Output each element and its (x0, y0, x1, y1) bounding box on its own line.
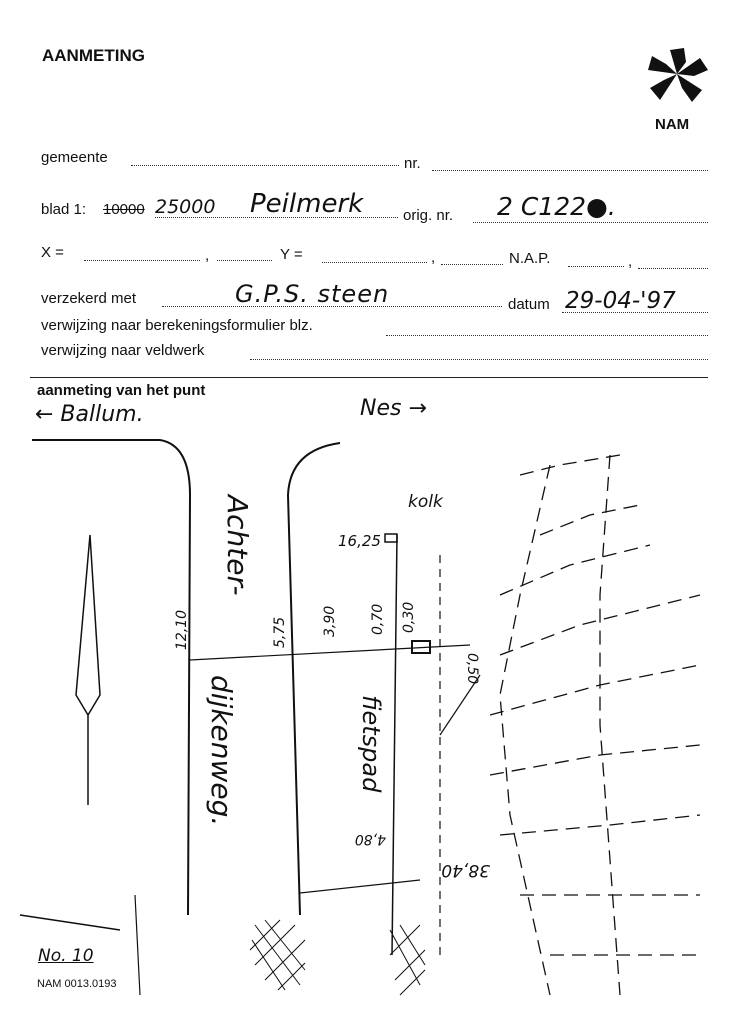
fietspad-edge-left (392, 535, 397, 955)
label-nr: nr. (404, 155, 421, 172)
blad-struck-scale: 10000 (103, 201, 145, 218)
nam-brand-text: NAM (655, 116, 690, 133)
direction-nes: Nes → (360, 396, 427, 421)
form-title: AANMETING (42, 46, 145, 65)
fietspad-label: fietspad (357, 695, 385, 793)
form-code: NAM 0013.0193 (37, 978, 117, 990)
comma-y: , (431, 249, 436, 266)
field-y-1[interactable] (322, 262, 427, 263)
section-divider (30, 377, 708, 378)
sheet-number: No. 10 (38, 946, 94, 966)
measure-1625: 16,25 (338, 532, 381, 550)
field-gemeente[interactable] (131, 165, 399, 166)
field-nap-2[interactable] (638, 268, 708, 269)
verzekerd-value: G.P.S. steen (235, 280, 390, 308)
label-blad: blad 1: (41, 201, 87, 218)
measure-050: 0,50 (464, 653, 480, 685)
measure-030: 0,30 (401, 601, 417, 633)
field-verzekerd[interactable] (162, 306, 502, 307)
field-blad[interactable] (155, 217, 398, 218)
field-x-1[interactable] (84, 260, 200, 261)
orig-nr-value: 2 C122●. (497, 192, 616, 221)
kolk-marker-icon (385, 534, 397, 542)
field-verwijzing-berekening[interactable] (386, 335, 708, 336)
blad-scale-value: 25000 (155, 196, 216, 218)
field-verwijzing-veldwerk[interactable] (250, 359, 708, 360)
label-orig-nr: orig. nr. (403, 207, 454, 224)
measure-480: 4,80 (354, 831, 386, 847)
field-y-2[interactable] (441, 264, 503, 265)
street-name-dijkenweg: dijkenweg. (205, 675, 238, 827)
field-nr[interactable] (432, 170, 708, 171)
comma-x: , (205, 247, 210, 264)
label-verwijzing-berekening: verwijzing naar berekeningsformulier blz. (41, 317, 313, 334)
field-datum[interactable] (562, 312, 708, 313)
datum-value: 29-04-'97 (565, 288, 676, 314)
measure-line-bottom (300, 880, 420, 893)
field-nap-1[interactable] (568, 266, 624, 267)
label-verwijzing-veldwerk: verwijzing naar veldwerk (41, 342, 205, 359)
label-x: X = (41, 244, 64, 261)
comma-nap: , (628, 253, 633, 270)
street-name-achter: Achter- (221, 495, 254, 596)
measure-3840: 38,40 (441, 860, 490, 880)
north-arrow-icon (76, 535, 100, 715)
field-orig-nr[interactable] (473, 222, 708, 223)
measure-575: 5,75 (272, 616, 288, 648)
measure-070: 0,70 (370, 603, 386, 635)
direction-ballum: ← Ballum. (35, 402, 144, 427)
measure-390: 3,90 (322, 605, 338, 637)
label-datum: datum (508, 296, 550, 313)
label-gemeente: gemeente (41, 149, 108, 166)
blad-description-value: Peilmerk (250, 189, 364, 219)
label-y: Y = (280, 246, 303, 263)
kolk-label: kolk (408, 492, 443, 512)
section-heading: aanmeting van het punt (37, 382, 206, 399)
field-x-2[interactable] (217, 260, 272, 261)
survey-sketch (0, 395, 739, 1024)
road-edge-right (288, 443, 340, 915)
road-edge-left (32, 440, 190, 915)
label-nap: N.A.P. (509, 250, 551, 267)
measure-1210: 12,10 (174, 609, 190, 650)
nam-logo-icon (640, 44, 715, 108)
label-verzekerd: verzekerd met (41, 290, 137, 307)
